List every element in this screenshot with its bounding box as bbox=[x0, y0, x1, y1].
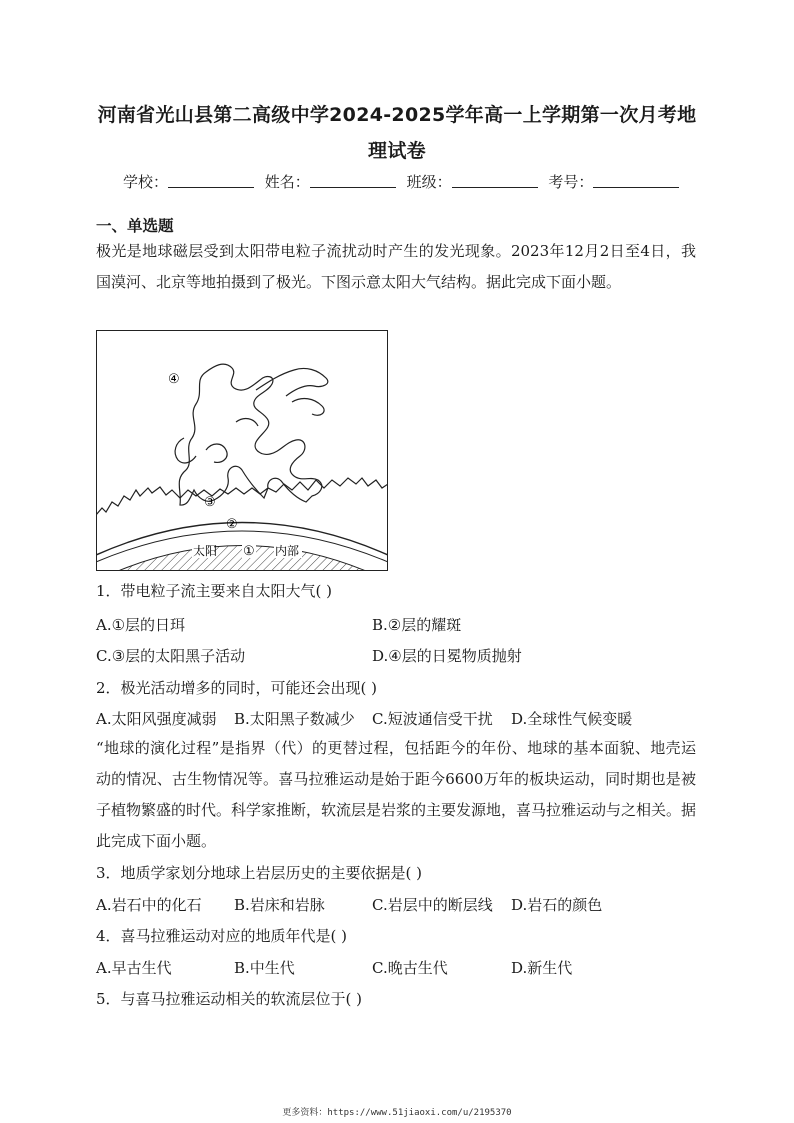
question-2-option-d[interactable]: D.全球性气候变暖 bbox=[511, 710, 633, 728]
question-4-stem: 4．喜马拉雅运动对应的地质年代是( ) bbox=[96, 927, 348, 945]
question-3-stem: 3．地质学家划分地球上岩层历史的主要依据是( ) bbox=[96, 864, 423, 882]
layer-2-label: ② bbox=[226, 517, 238, 532]
layer-3-label: ③ bbox=[204, 495, 216, 510]
exam-number-blank[interactable] bbox=[593, 173, 679, 188]
school-label: 学校： bbox=[123, 173, 169, 191]
question-3-option-b[interactable]: B.岩床和岩脉 bbox=[234, 896, 325, 914]
question-4-option-d[interactable]: D.新生代 bbox=[511, 959, 573, 977]
question-1-option-d[interactable]: D.④层的日冕物质抛射 bbox=[372, 647, 522, 665]
layer-4-label: ④ bbox=[168, 372, 180, 387]
question-2-option-a[interactable]: A.太阳风强度减弱 bbox=[96, 710, 217, 728]
question-2-option-b[interactable]: B.太阳黑子数减少 bbox=[234, 710, 355, 728]
question-2-option-c[interactable]: C.短波通信受干扰 bbox=[372, 710, 493, 728]
document-title-line1: 河南省光山县第二高级中学2024-2025学年高一上学期第一次月考地 bbox=[97, 104, 697, 126]
school-blank[interactable] bbox=[168, 173, 254, 188]
layer-1-label: ① bbox=[243, 544, 255, 559]
question-1-option-b[interactable]: B.②层的耀斑 bbox=[372, 616, 462, 634]
solar-atmosphere-figure bbox=[96, 330, 388, 571]
question-1-stem: 1．带电粒子流主要来自太阳大气( ) bbox=[96, 582, 333, 600]
intro-paragraph-aurora: 极光是地球磁层受到太阳带电粒子流扰动时产生的发光现象。2023年12月2日至4日，我国漠河、北京等地拍摄到了极光。下图示意太阳大气结构。据此完成下面小题。 bbox=[96, 242, 696, 291]
question-1-option-a[interactable]: A.①层的日珥 bbox=[96, 616, 186, 634]
class-blank[interactable] bbox=[452, 173, 538, 188]
question-3-option-c[interactable]: C.岩层中的断层线 bbox=[372, 896, 493, 914]
name-label: 姓名： bbox=[264, 173, 310, 191]
section-heading: 一、单选题 bbox=[96, 217, 174, 235]
sun-label: 太阳 bbox=[193, 544, 218, 558]
question-3-option-a[interactable]: A.岩石中的化石 bbox=[96, 896, 202, 914]
intro-paragraph-geology: “地球的演化过程”是指界（代）的更替过程，包括距今的年份、地球的基本面貌、地壳运动的情况、古生物情况等。喜马拉雅运动是始于距今6600万年的板块运动，同时期也是被子植物繁盛的时代。科学家推断，软流层是岩浆的主要发源地，喜马拉雅运动与之相关。据此完成下面小题。 bbox=[96, 739, 697, 850]
question-5-stem: 5．与喜马拉雅运动相关的软流层位于( ) bbox=[96, 990, 363, 1008]
name-blank[interactable] bbox=[310, 173, 396, 188]
question-4-option-b[interactable]: B.中生代 bbox=[234, 959, 295, 977]
interior-label: 内部 bbox=[275, 544, 300, 558]
question-2-stem: 2．极光活动增多的同时，可能还会出现( ) bbox=[96, 679, 378, 697]
student-info-fields bbox=[123, 171, 685, 192]
question-4-option-a[interactable]: A.早古生代 bbox=[96, 959, 172, 977]
class-label: 班级： bbox=[406, 173, 452, 191]
exam-number-label: 考号： bbox=[548, 173, 594, 191]
document-title-line2: 理试卷 bbox=[368, 140, 426, 162]
question-1-option-c[interactable]: C.③层的太阳黑子活动 bbox=[96, 647, 246, 665]
question-4-option-c[interactable]: C.晚古生代 bbox=[372, 959, 448, 977]
footer-source-link[interactable]: 更多资料：https://www.51jiaoxi.com/u/2195370 bbox=[282, 1108, 512, 1118]
question-3-option-d[interactable]: D.岩石的颜色 bbox=[511, 896, 603, 914]
